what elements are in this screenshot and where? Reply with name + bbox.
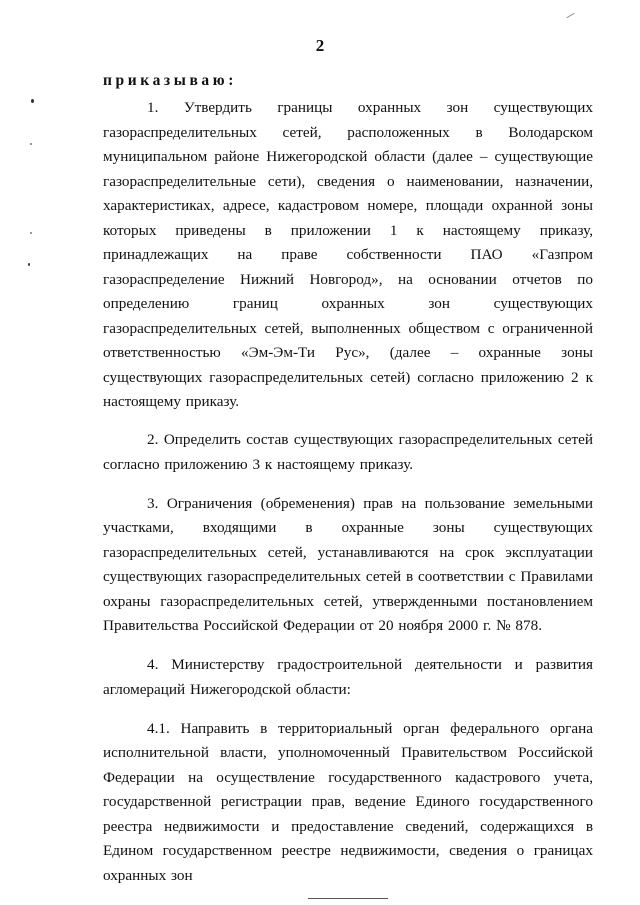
scan-dot [31, 99, 34, 103]
paragraph-3: 3. Ограничения (обременения) прав на пользование земельными участками, входящими в охранные зоны существующих газораспределительных сетей, устанавливаются на срок эксплуатации существующих газораспределительных сетей в соответствии с Правилами охраны газораспределительных сетей, утвержденными постановлением Правительства Российской Федерации от 20 ноября 2000 г. № 878. [103, 494, 593, 634]
paragraph-2: 2. Определить состав существующих газораспределительных сетей согласно приложению 3 к настоящему приказу. [103, 431, 593, 473]
footer-line [308, 898, 388, 899]
scan-mark [566, 13, 574, 18]
paragraph-4: 4. Министерству градостроительной деятельности и развития агломераций Нижегородской области: [103, 656, 593, 698]
document-body [103, 96, 593, 903]
scan-dot [30, 143, 32, 145]
paragraph-1: 1. Утвердить границы охранных зон существующих газораспределительных сетей, расположенных в Володарском муниципальном районе Нижегородской области (далее – существующие газораспределительные сети), сведения о наименовании, назначении, характеристиках, адресе, кадастровом номере, площади охранной зоны которых приведены в приложении 1 к настоящему приказу, принадлежащих на праве собственности ПАО «Газпром газораспределение Нижний Новгород», на основании отчетов по определению границ охранных зон существующих газораспределительных сетей, выполненных обществом с ограниченной ответственностью «Эм-Эм-Ти Рус», (далее – охранные зоны существующих газораспределительных сетей) согласно приложению 2 к настоящему приказу. [103, 99, 593, 410]
order-heading: приказываю: [103, 72, 237, 89]
scan-dot [28, 263, 30, 266]
paragraph-4-1: 4.1. Направить в территориальный орган федерального органа исполнительной власти, уполномоченный Правительством Российской Федерации на осуществление государственного кадастрового учета, государственной регистрации прав, ведение Единого государственного реестра недвижимости и предоставление сведений, содержащихся в Едином государственном реестре недвижимости, сведения о границах охранных зон [103, 719, 593, 884]
scan-dot [30, 232, 32, 234]
page-number: 2 [315, 36, 325, 55]
